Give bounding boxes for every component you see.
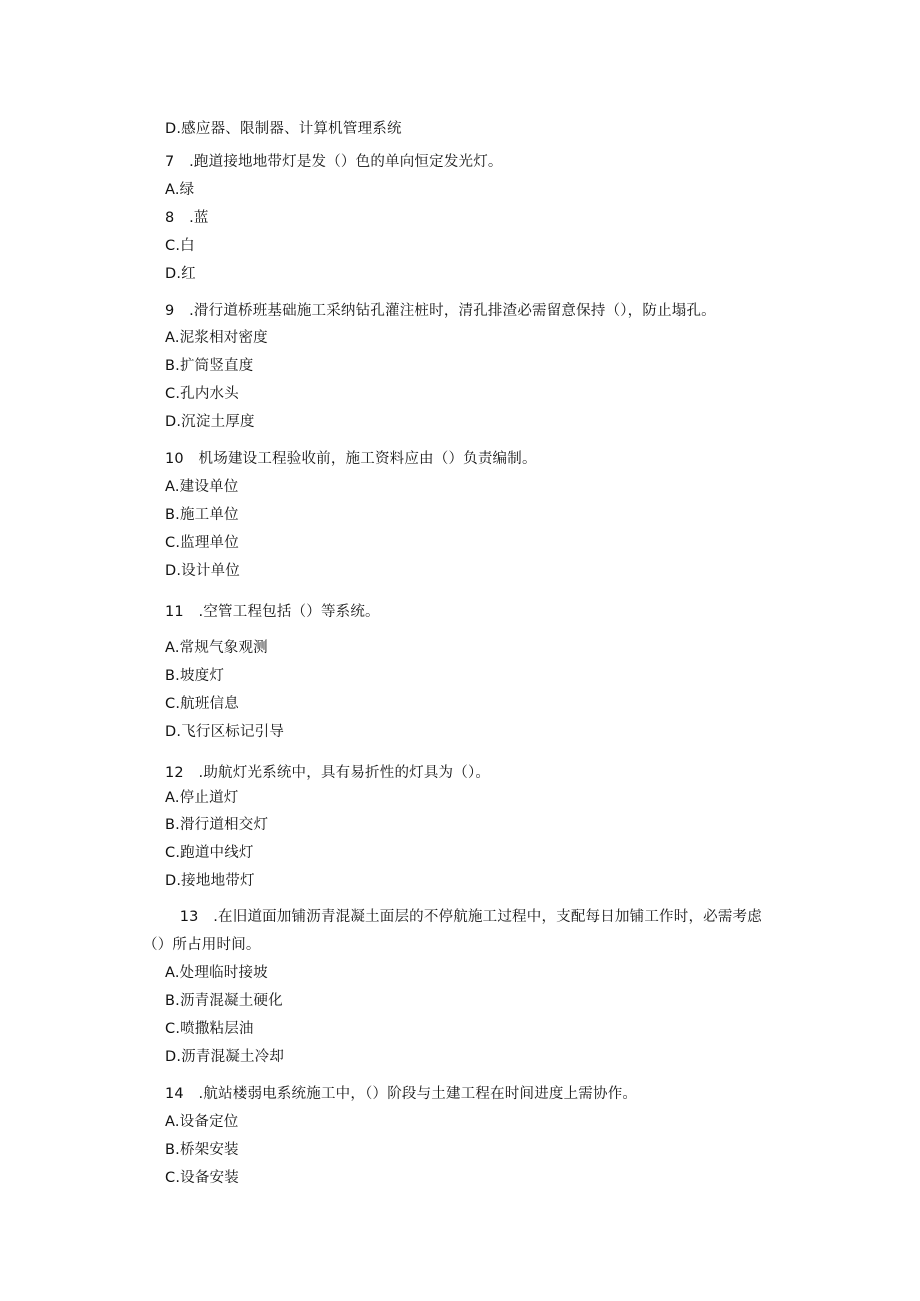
q13-option-b: B.沥青混凝土硬化	[165, 993, 283, 1009]
q10-option-a: A.建设单位	[165, 479, 239, 495]
q14-option-b: B.桥架安装	[165, 1142, 239, 1158]
q7-option-d: D.红	[165, 266, 196, 282]
q10-option-b: B.施工单位	[165, 507, 239, 523]
q10-option-d: D.设计单位	[165, 563, 240, 579]
q10-option-c: C.监理单位	[165, 535, 239, 551]
q14-option-c: C.设备安装	[165, 1170, 239, 1186]
q13-option-c: C.喷撒粘层油	[165, 1021, 254, 1037]
q12-question: 12 .助航灯光系统中，具有易折性的灯具为（）。	[165, 765, 491, 781]
q11-option-d: D.飞行区标记引导	[165, 724, 285, 740]
q11-option-a: A.常规气象观测	[165, 640, 268, 656]
q12-option-d: D.接地地带灯	[165, 873, 255, 889]
q13-question-continued: （）所占用时间。	[143, 937, 261, 953]
q11-option-b: B.坡度灯	[165, 668, 225, 684]
q13-option-d: D.沥青混凝土冷却	[165, 1049, 285, 1065]
q7-option-a: A.绿	[165, 182, 195, 198]
q12-option-a: A.停止道灯	[165, 790, 239, 806]
q13-option-a: A.处理临时接坡	[165, 965, 268, 981]
q9-option-b: B.扩筒竖直度	[165, 358, 254, 374]
q14-option-a: A.设备定位	[165, 1114, 239, 1130]
q9-option-c: C.孔内水头	[165, 386, 239, 402]
q7-option-b: 8 .蓝	[165, 210, 209, 226]
q9-option-d: D.沉淀土厚度	[165, 414, 255, 430]
q14-question: 14 .航站楼弱电系统施工中，（）阶段与土建工程在时间进度上需协作。	[165, 1086, 638, 1102]
q9-question: 9 .滑行道桥班基础施工采纳钻孔灌注桩时，清孔排渣必需留意保持（），防止塌孔。	[165, 303, 716, 319]
q6-option-d: D.感应器、限制器、计算机管理系统	[165, 121, 402, 137]
q12-option-b: B.滑行道相交灯	[165, 817, 269, 833]
q11-option-c: C.航班信息	[165, 696, 239, 712]
q13-question: 13 .在旧道面加铺沥青混凝土面层的不停航施工过程中，支配每日加铺工作时，必需考虑	[165, 909, 762, 925]
q7-question: 7 .跑道接地地带灯是发（）色的单向恒定发光灯。	[165, 154, 503, 170]
q10-question: 10 机场建设工程验收前，施工资料应由（）负责编制。	[165, 451, 537, 467]
q12-option-c: C.跑道中线灯	[165, 845, 254, 861]
q11-question: 11 .空管工程包括（）等系统。	[165, 604, 380, 620]
q9-option-a: A.泥浆相对密度	[165, 330, 268, 346]
q7-option-c: C.白	[165, 238, 195, 254]
